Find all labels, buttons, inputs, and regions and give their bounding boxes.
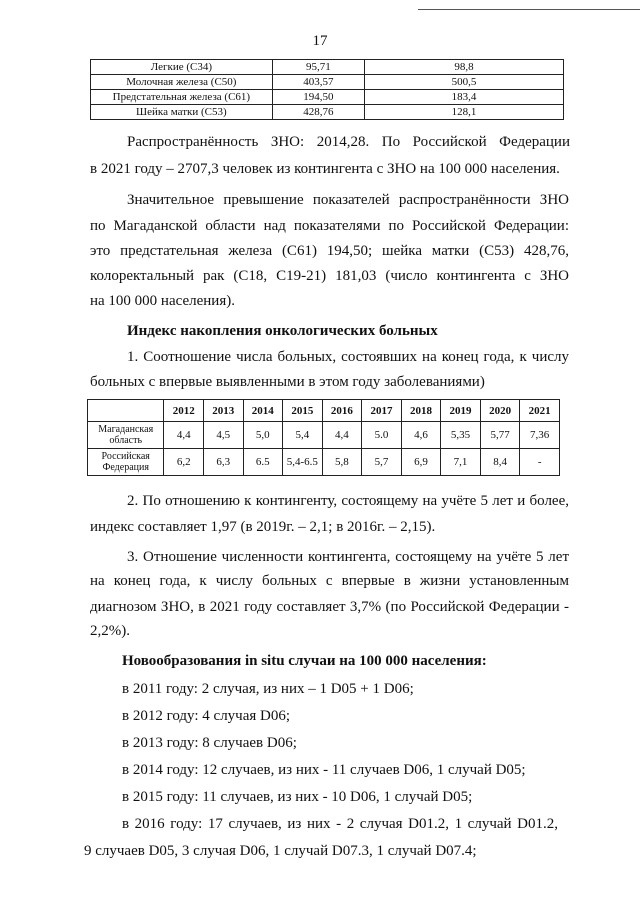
table-row — [91, 105, 564, 120]
index-value-cell: 4,5 — [203, 422, 243, 449]
table-row — [88, 449, 560, 476]
index-value-cell: 5,35 — [441, 422, 481, 449]
accumulation-heading: Индекс накопления онкологических больных — [127, 323, 438, 339]
item3-line-4: 2,2%). — [90, 623, 130, 639]
index-value-cell: 6.5 — [243, 449, 283, 476]
insitu-heading: Новообразования in situ случаи на 100 000 населения: — [122, 653, 487, 669]
insitu-2011: в 2011 году: 2 случая, из них – 1 D05 + 1 D06; — [122, 681, 414, 697]
region-value-cell: 194,50 — [272, 90, 364, 105]
insitu-2014: в 2014 году: 12 случаев, из них - 11 случаев D06, 1 случай D05; — [122, 762, 526, 778]
year-header-cell: 2015 — [283, 400, 323, 422]
prevalence-text-line-1: Распространённость ЗНО: 2014,28. По Российской Федерации — [127, 134, 570, 150]
table-row — [91, 90, 564, 105]
rf-value-cell: 128,1 — [365, 105, 564, 120]
year-header-cell: 2019 — [441, 400, 481, 422]
table-row — [91, 60, 564, 75]
index-value-cell: 6,3 — [203, 449, 243, 476]
insitu-2016-line-1: в 2016 году: 17 случаев, из них - 2 случая D01.2, 1 случай D01.2, — [122, 816, 558, 832]
site-name-cell: Молочная железа (С50) — [91, 75, 273, 90]
year-header-cell: 2013 — [203, 400, 243, 422]
page-edge-line — [418, 9, 640, 10]
item2-line-1: 2. По отношению к контингенту, состоящему на учёте 5 лет и более, — [127, 493, 569, 509]
year-header-cell: 2012 — [164, 400, 204, 422]
insitu-2016-line-2: 9 случаев D05, 3 случая D06, 1 случай D07.3, 1 случай D07.4; — [84, 843, 477, 859]
accumulation-item1-line-1: 1. Соотношение числа больных, состоявших на конец года, к числу — [127, 349, 569, 365]
site-name-cell: Легкие (С34) — [91, 60, 273, 75]
year-header-cell: 2014 — [243, 400, 283, 422]
item2-line-2: индекс составляет 1,97 (в 2019г. – 2,1; в 2016г. – 2,15). — [90, 519, 436, 535]
index-value-cell: 5,7 — [362, 449, 402, 476]
table-corner-cell — [88, 400, 164, 422]
index-value-cell: - — [520, 449, 560, 476]
index-value-cell: 7,36 — [520, 422, 560, 449]
accumulation-item1-line-2: больных с впервые выявленными в этом году заболеваниями) — [90, 374, 485, 390]
insitu-2015: в 2015 году: 11 случаев, из них - 10 D06, 1 случай D05; — [122, 789, 473, 805]
year-header-cell: 2017 — [362, 400, 402, 422]
year-header-cell: 2016 — [322, 400, 362, 422]
row-label-cell: Российская Федерация — [88, 449, 164, 476]
accumulation-index-table — [87, 399, 560, 476]
prevalence-table — [90, 59, 564, 120]
index-value-cell: 5,0 — [243, 422, 283, 449]
index-value-cell: 5.0 — [362, 422, 402, 449]
index-value-cell: 5,77 — [480, 422, 520, 449]
table-row — [91, 75, 564, 90]
region-value-cell: 403,57 — [272, 75, 364, 90]
index-value-cell: 5,8 — [322, 449, 362, 476]
site-name-cell: Предстательная железа (С61) — [91, 90, 273, 105]
year-header-cell: 2020 — [480, 400, 520, 422]
rf-value-cell: 98,8 — [365, 60, 564, 75]
region-value-cell: 428,76 — [272, 105, 364, 120]
excess-text-line-2: по Магаданской области над показателями по Российской Федерации: — [90, 218, 569, 234]
index-value-cell: 6,2 — [164, 449, 204, 476]
index-value-cell: 4,6 — [401, 422, 441, 449]
rf-value-cell: 500,5 — [365, 75, 564, 90]
index-value-cell: 5,4 — [283, 422, 323, 449]
index-value-cell: 4,4 — [164, 422, 204, 449]
item3-line-1: 3. Отношение численности контингента, состоящему на учёте 5 лет — [127, 549, 569, 565]
insitu-2013: в 2013 году: 8 случаев D06; — [122, 735, 297, 751]
region-value-cell: 95,71 — [272, 60, 364, 75]
table-row — [88, 422, 560, 449]
prevalence-text-line-2: в 2021 году – 2707,3 человек из контингента с ЗНО на 100 000 населения. — [90, 161, 560, 177]
item3-line-2: на конец года, к числу больных с впервые в жизни установленным — [90, 573, 569, 589]
index-value-cell: 4,4 — [322, 422, 362, 449]
row-label-cell: Магаданская область — [88, 422, 164, 449]
year-header-cell: 2021 — [520, 400, 560, 422]
site-name-cell: Шейка матки (С53) — [91, 105, 273, 120]
index-value-cell: 7,1 — [441, 449, 481, 476]
excess-text-line-5: на 100 000 населения). — [90, 293, 235, 309]
page-number: 17 — [312, 33, 328, 49]
year-header-cell: 2018 — [401, 400, 441, 422]
index-value-cell: 8,4 — [480, 449, 520, 476]
insitu-2012: в 2012 году: 4 случая D06; — [122, 708, 291, 724]
excess-text-line-3: это предстательная железа (С61) 194,50; шейка матки (С53) 428,76, — [90, 243, 569, 259]
rf-value-cell: 183,4 — [365, 90, 564, 105]
index-value-cell: 5,4-6.5 — [283, 449, 323, 476]
excess-text-line-1: Значительное превышение показателей распространённости ЗНО — [127, 192, 569, 208]
index-value-cell: 6,9 — [401, 449, 441, 476]
excess-text-line-4: колоректальный рак (С18, С19-21) 181,03 (число контингента с ЗНО — [90, 268, 569, 284]
item3-line-3: диагнозом ЗНО, в 2021 году составляет 3,7% (по Российской Федерации - — [90, 599, 569, 615]
